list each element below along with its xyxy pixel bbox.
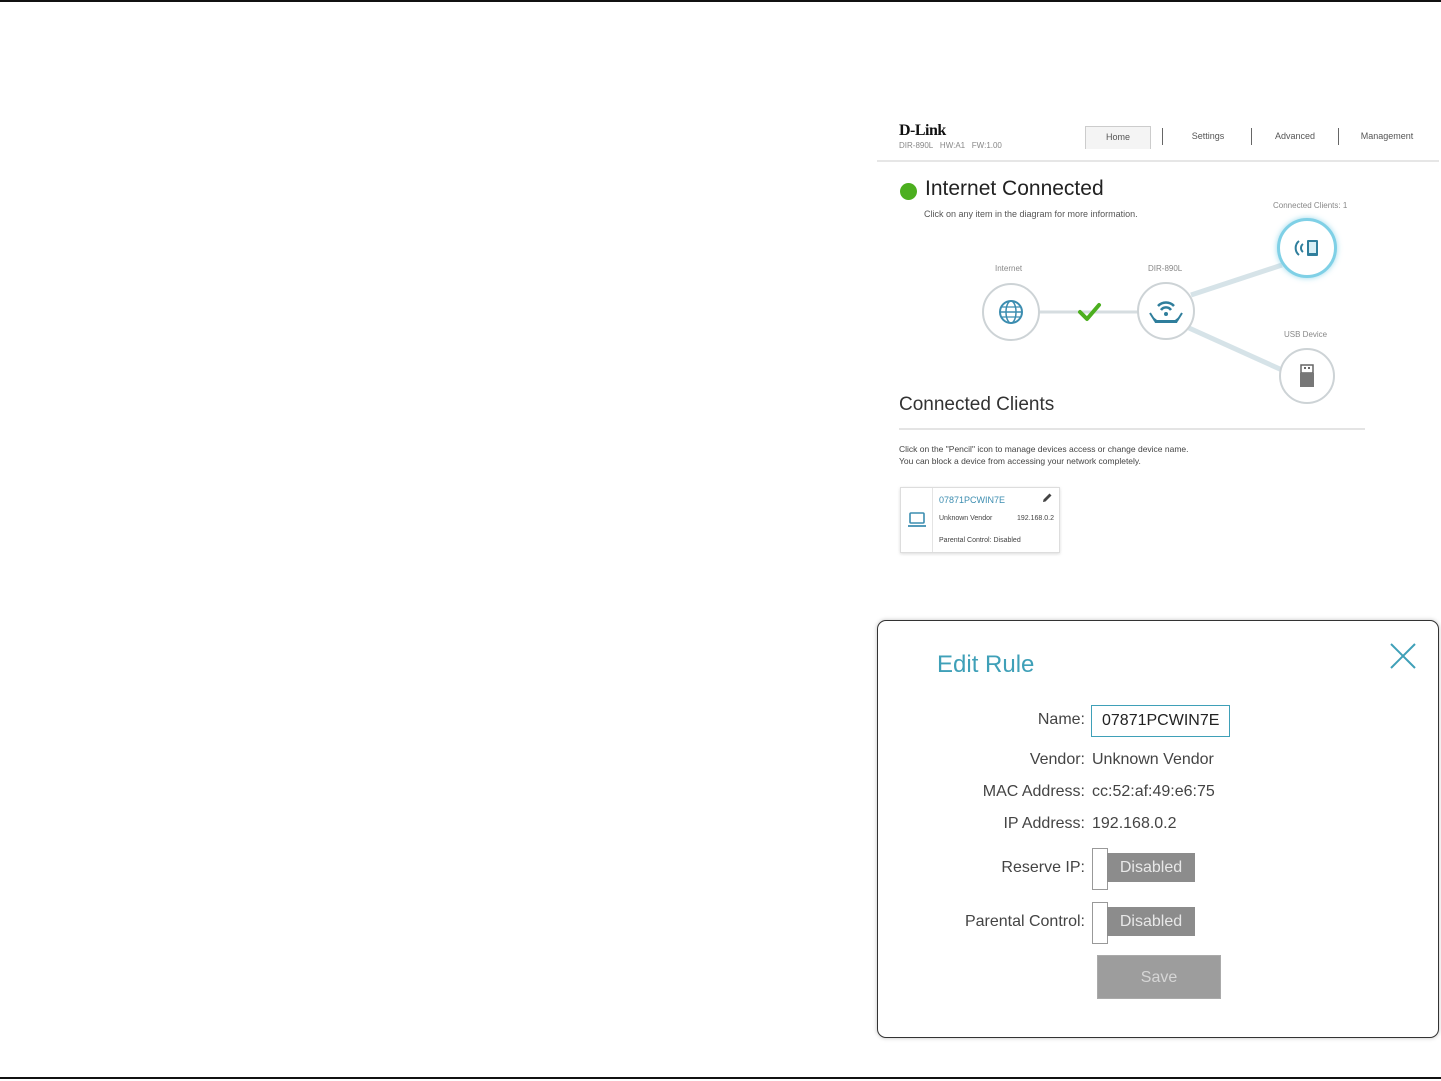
name-label: Name:	[1037, 711, 1085, 728]
status-hint: Click on any item in the diagram for more information.	[924, 209, 1138, 219]
toggle-knob	[1092, 848, 1108, 890]
pencil-icon[interactable]	[1041, 492, 1053, 504]
router-node-label: DIR-890L	[1148, 264, 1183, 273]
page-top-rule	[0, 0, 1441, 2]
hw-text: HW:A1	[939, 141, 966, 150]
link-router-usb	[1189, 328, 1282, 370]
tab-settings[interactable]: Settings	[1191, 131, 1225, 141]
connected-clients-title: Connected Clients	[899, 394, 1055, 415]
internet-status-title: Internet Connected	[925, 177, 1104, 200]
close-icon[interactable]	[1388, 641, 1418, 671]
reserve-ip-label: Reserve IP:	[1001, 859, 1085, 876]
parental-control-toggle[interactable]	[1092, 902, 1195, 944]
parental-control-label: Parental Control:	[964, 913, 1085, 930]
wireless-device-icon	[1292, 237, 1322, 259]
connected-clients-description	[899, 443, 1189, 467]
toggle-state: Disabled	[1107, 853, 1195, 882]
clients-node-label: Connected Clients: 1	[1273, 201, 1348, 210]
vendor-label: Vendor:	[1029, 751, 1085, 768]
router-home-panel	[877, 110, 1439, 570]
usb-icon	[1300, 364, 1314, 388]
router-icon	[1147, 296, 1185, 326]
internet-node-label: Internet	[995, 264, 1023, 273]
dlink-logo: D-Link	[899, 122, 946, 139]
link-router-clients	[1191, 265, 1282, 295]
router-node[interactable]	[1137, 282, 1195, 340]
client-icon-column	[901, 488, 933, 552]
section-divider	[899, 428, 1365, 430]
ip-label: IP Address:	[1003, 815, 1085, 832]
connected-clients-node[interactable]	[1277, 218, 1337, 278]
edit-rule-dialog	[877, 620, 1439, 1038]
save-button[interactable]: Save	[1097, 955, 1221, 999]
dialog-title: Edit Rule	[937, 651, 1035, 678]
reserve-ip-toggle[interactable]	[1092, 848, 1195, 890]
tab-management[interactable]: Management	[1360, 131, 1414, 141]
description-line: Click on the "Pencil" icon to manage devices access or change device name.	[899, 444, 1189, 454]
vendor-value: Unknown Vendor	[1092, 751, 1214, 768]
client-vendor: Unknown Vendor	[939, 515, 993, 522]
tab-home[interactable]: Home	[1085, 126, 1151, 149]
mac-label: MAC Address:	[982, 783, 1085, 800]
description-line: You can block a device from accessing your network completely.	[899, 456, 1141, 466]
toggle-state: Disabled	[1107, 907, 1195, 936]
globe-icon	[998, 299, 1024, 325]
name-input[interactable]	[1091, 705, 1230, 737]
usb-device-node[interactable]	[1279, 348, 1335, 404]
client-name: 07871PCWIN7E	[939, 495, 1006, 505]
mac-value: cc:52:af:49:e6:75	[1092, 783, 1215, 800]
network-diagram	[877, 110, 1439, 410]
ip-value: 192.168.0.2	[1092, 815, 1177, 832]
client-ip: 192.168.0.2	[1017, 515, 1054, 522]
client-parental-status: Parental Control: Disabled	[939, 537, 1021, 544]
page-bottom-rule	[0, 1077, 1441, 1079]
client-card[interactable]	[900, 487, 1060, 553]
internet-node[interactable]	[982, 283, 1040, 341]
usb-node-label: USB Device	[1284, 330, 1328, 339]
model-text: DIR-890L	[899, 141, 934, 150]
toggle-knob	[1092, 902, 1108, 944]
fw-text: FW:1.00	[971, 141, 1002, 150]
tab-advanced[interactable]: Advanced	[1274, 131, 1316, 141]
laptop-icon	[907, 512, 927, 528]
